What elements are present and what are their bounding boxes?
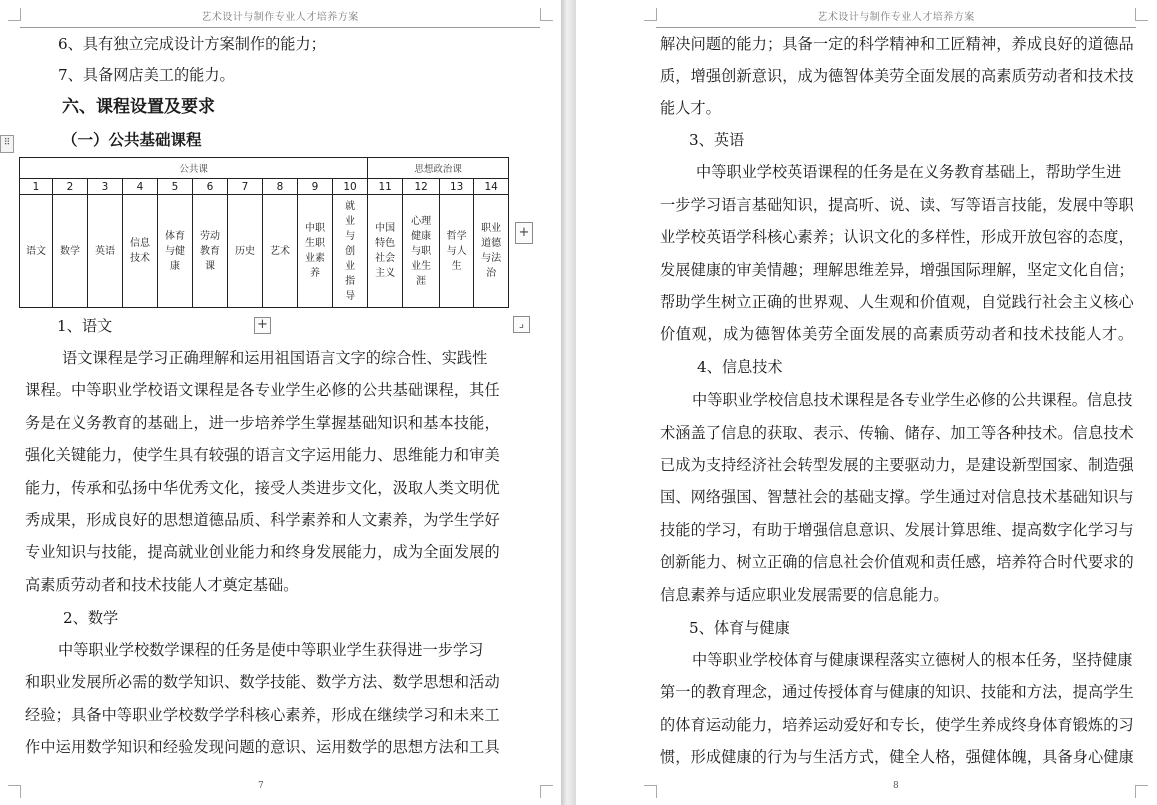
table-group-politics: 思想政治课 [368, 158, 509, 179]
paragraph-line: 作中运用数学知识和经验发现问题的意识、运用数学的思想方法和工具 [25, 738, 500, 756]
table-number-cell: 10 [333, 179, 368, 195]
paragraph-line: 价值观，成为德智体美劳全面发展的高素质劳动者和技术技能人才。 [660, 325, 1134, 343]
page-number: 8 [893, 781, 899, 791]
table-move-handle[interactable]: ⠿ [0, 135, 14, 153]
table-number-cell: 13 [440, 179, 474, 195]
table-number-cell: 4 [123, 179, 158, 195]
table-number-cell: 2 [53, 179, 88, 195]
paragraph-line: 能人才。 [660, 99, 721, 117]
table-group-public: 公共课 [20, 158, 368, 179]
course-heading: 5、体育与健康 [689, 619, 790, 637]
course-name: 职业道德与法治 [481, 223, 502, 279]
paragraph-line: 中等职业学校英语课程的任务是在义务教育基础上，帮助学生进 [696, 163, 1122, 181]
course-heading: 2、数学 [63, 609, 119, 627]
paragraph-line: 的体育运动能力，培养运动爱好和专长，使学生养成终身体育锻炼的习 [660, 716, 1134, 734]
course-name: 历史 [235, 245, 255, 257]
paragraph-line: 质，增强创新意识，成为德智体美劳全面发展的高素质劳动者和技术技 [660, 67, 1134, 85]
subsection-heading: （一）公共基础课程 [62, 131, 202, 149]
header-rule [20, 27, 540, 28]
paragraph-line: 中等职业学校信息技术课程是各专业学生必修的公共课程。信息技 [692, 391, 1133, 409]
crop-mark [1135, 8, 1148, 21]
table-number-cell: 3 [88, 179, 123, 195]
paragraph-line: 中等职业学校体育与健康课程落实立德树人的根本任务，坚持健康 [692, 651, 1133, 669]
paragraph-line: 惯，形成健康的行为与生活方式，健全人格，强健体魄，具备身心健康 [660, 748, 1134, 766]
page-number: 7 [258, 781, 264, 791]
table-course-cell [298, 195, 333, 308]
paragraph-line: 国、网络强国、智慧社会的基础支撑。学生通过对信息技术基础知识与 [660, 488, 1134, 506]
course-name: 中国特色社会主义 [375, 223, 396, 279]
paragraph-line: 强化关键能力，使学生具有较强的语言文字运用能力、思维能力和审美 [25, 446, 500, 464]
table-number-cell: 7 [228, 179, 263, 195]
page-header: 艺术设计与制作专业人才培养方案 [201, 12, 359, 23]
course-heading: 4、信息技术 [697, 358, 783, 376]
course-heading: 1、语文 [57, 317, 113, 335]
table-course-cell [403, 195, 440, 308]
course-name: 劳动教育课 [200, 230, 220, 272]
crop-mark [644, 785, 657, 798]
paragraph-line: 专业知识与技能，提高就业创业能力和终身发展能力，成为全面发展的 [25, 543, 500, 561]
course-name: 艺术 [270, 245, 290, 257]
table-course-cell [20, 195, 53, 308]
paragraph-line: 课程。中等职业学校语文课程是各专业学生必修的公共基础课程，其任 [25, 381, 500, 399]
table-course-cell [158, 195, 193, 308]
course-name: 就业与创业指导 [345, 200, 356, 302]
table-course-cell [368, 195, 403, 308]
table-number-cell: 14 [474, 179, 509, 195]
paragraph-line: 语文课程是学习正确理解和运用祖国语言文字的综合性、实践性 [62, 349, 488, 367]
crop-mark [8, 785, 21, 798]
section-heading: 六、课程设置及要求 [62, 97, 215, 117]
table-number-cell: 5 [158, 179, 193, 195]
crop-mark [540, 8, 553, 21]
paragraph-line: 业学校英语学科核心素养；认识文化的多样性，形成开放包容的态度， [660, 228, 1134, 246]
paragraph-line: 第一的教育理念，通过传授体育与健康的知识、技能和方法，提高学生 [660, 683, 1134, 701]
course-table [19, 157, 509, 308]
document-page-7 [0, 0, 561, 805]
table-number-cell: 12 [403, 179, 440, 195]
table-course-cell [228, 195, 263, 308]
table-number-cell: 8 [263, 179, 298, 195]
course-name: 英语 [95, 245, 115, 257]
course-name: 信息技术 [130, 238, 150, 264]
table-course-cell [333, 195, 368, 308]
paragraph-line: 能力，传承和弘扬中华优秀文化，接受人类进步文化，汲取人类文明优 [25, 479, 500, 497]
course-name: 语文 [26, 245, 46, 257]
table-course-cell [53, 195, 88, 308]
paragraph-line: 帮助学生树立正确的世界观、人生观和价值观，自觉践行社会主义核心 [660, 293, 1134, 311]
paragraph-line: 中等职业学校数学课程的任务是使中等职业学生获得进一步学习 [58, 641, 484, 659]
text-line: 6、具有独立完成设计方案制作的能力； [58, 35, 326, 53]
paragraph-line: 创新能力、树立正确的信息社会价值观和责任感，培养符合时代要求的 [660, 553, 1134, 571]
text-line: 7、具备网店美工的能力。 [58, 66, 235, 84]
table-course-cell [474, 195, 509, 308]
page-gutter [561, 0, 576, 805]
crop-mark [540, 785, 553, 798]
table-number-cell: 11 [368, 179, 403, 195]
table-resize-handle[interactable]: ⌟ [513, 316, 530, 333]
add-column-button[interactable]: + [515, 222, 533, 244]
paragraph-line: 信息素养与适应职业发展需要的信息能力。 [660, 586, 949, 604]
paragraph-line: 已成为支持经济社会转型发展的主要驱动力，是建设新型国家、制造强 [660, 456, 1134, 474]
add-row-button[interactable]: + [254, 317, 271, 334]
paragraph-line: 发展健康的审美情趣；理解思维差异，增强国际理解，坚定文化自信； [660, 261, 1134, 279]
paragraph-line: 高素质劳动者和技术技能人才奠定基础。 [25, 576, 299, 594]
header-rule [656, 27, 1136, 28]
paragraph-line: 一步学习语言基础知识，提高听、说、读、写等语言技能，发展中等职 [660, 196, 1134, 214]
paragraph-line: 技能的学习，有助于增强信息意识、发展计算思维、提高数字化学习与 [660, 521, 1134, 539]
course-name: 心理健康与职业生涯 [411, 215, 432, 287]
table-course-cell [440, 195, 474, 308]
table-course-cell [123, 195, 158, 308]
table-number-cell: 1 [20, 179, 53, 195]
table-course-cell [263, 195, 298, 308]
crop-mark [1135, 785, 1148, 798]
course-name: 中职生职业素养 [305, 223, 325, 279]
course-heading: 3、英语 [689, 131, 745, 149]
document-page-8 [576, 0, 1157, 805]
course-name: 数学 [60, 245, 80, 257]
paragraph-line: 秀成果，形成良好的思想道德品质、科学素养和人文素养，为学生学好 [25, 511, 500, 529]
course-name: 体育与健康 [165, 230, 185, 272]
page-header: 艺术设计与制作专业人才培养方案 [817, 12, 975, 23]
table-number-cell: 6 [193, 179, 228, 195]
paragraph-line: 务是在义务教育的基础上，进一步培养学生掌握基础知识和基本技能， [25, 414, 500, 432]
paragraph-line: 解决问题的能力；具备一定的科学精神和工匠精神，养成良好的道德品 [660, 35, 1134, 53]
table-course-cell [193, 195, 228, 308]
paragraph-line: 和职业发展所必需的数学知识、数学技能、数学方法、数学思想和活动 [25, 673, 500, 691]
paragraph-line: 经验；具备中等职业学校数学学科核心素养，形成在继续学习和未来工 [25, 706, 500, 724]
course-name: 哲学与人生 [446, 230, 467, 272]
paragraph-line: 术涵盖了信息的获取、表示、传输、储存、加工等各种技术。信息技术 [660, 424, 1134, 442]
table-course-cell [88, 195, 123, 308]
table-number-cell: 9 [298, 179, 333, 195]
